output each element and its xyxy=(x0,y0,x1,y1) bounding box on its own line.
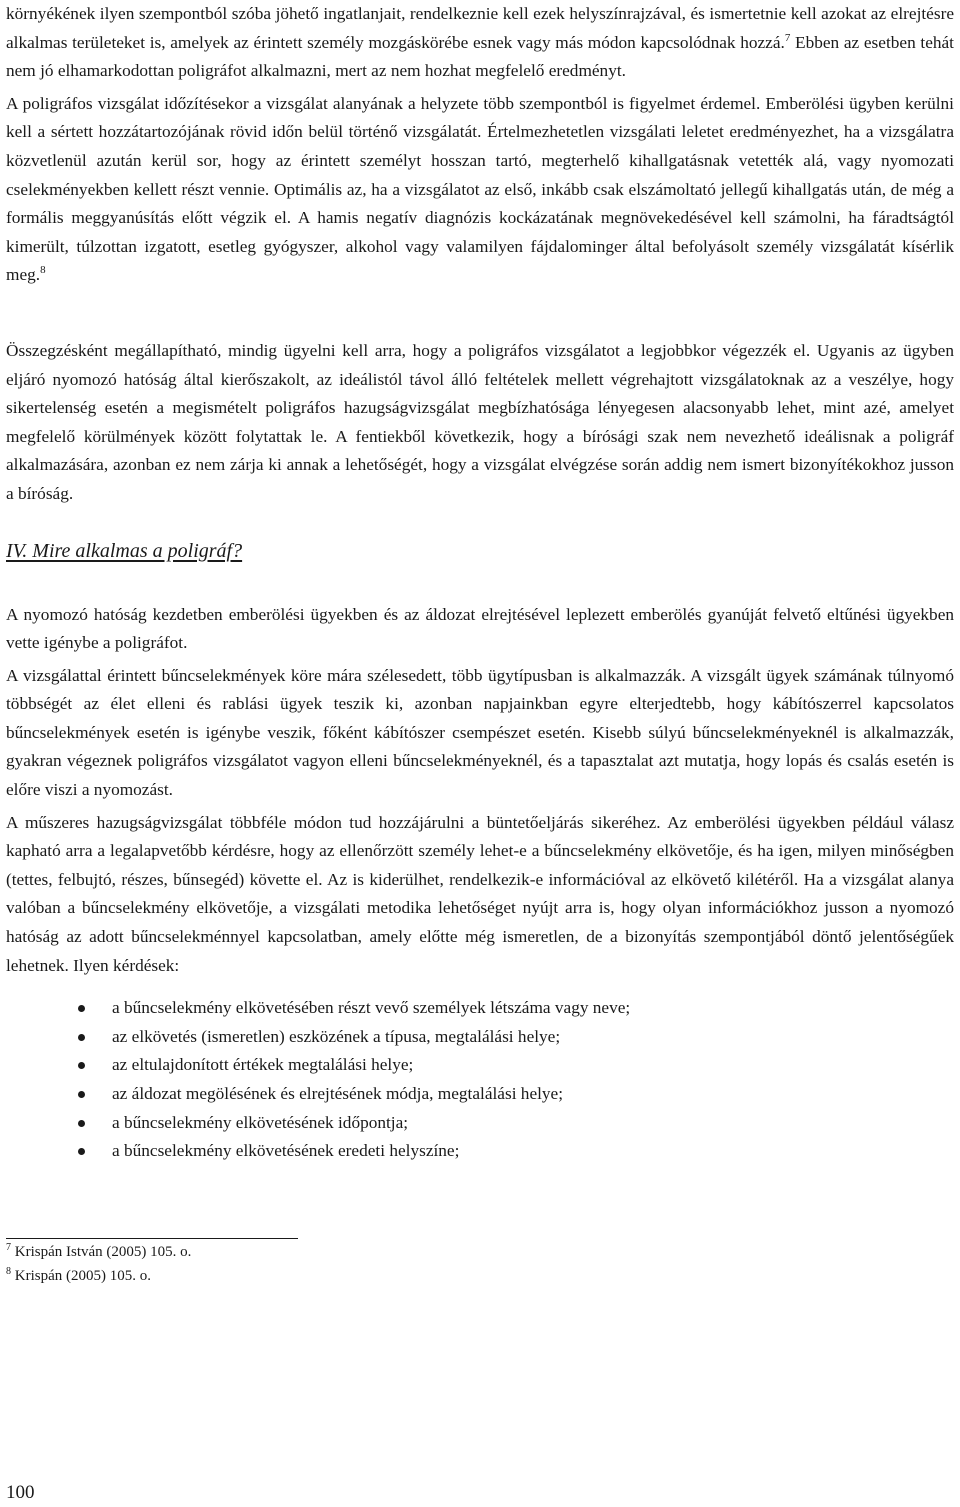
list-item-text: a bűncselekmény elkövetésének időpontja; xyxy=(112,1112,409,1132)
footnote-ref-8[interactable]: 8 xyxy=(40,264,46,277)
list-item-text: az áldozat megölésének és elrejtésének módja, megtalálási helye; xyxy=(112,1084,564,1103)
footnote-divider xyxy=(6,1238,298,1239)
page-number: 100 xyxy=(6,1482,35,1503)
footnote-ref-7[interactable]: 7 xyxy=(784,31,791,44)
body-paragraph-3: Összegzésként megállapítható, mindig ügyelni kell arra, hogy a poligráfos vizsgálatot a legjobbkor végezzék el. Ugyanis az ügyben eljáró nyomozó hatóság által kierőszakolt, az ideálistól távol álló feltételek mellett végrehajtott vizsgálatoknak az a veszélye, hogy sikertelenség esetén a megismételt poligráfos hazugságvizsgálat megbízhatósága lényegesen alacsonyabb lehet, mint azé, amelyet megfelelő körülmények között folytattak le. A fentiekből következik, hogy a bírósági szak nem nevezhető ideálisnak a poligráf alkalmazására, azonban ez nem zárja ki annak a lehetőségét, hogy a vizsgálat elvégzése során addig nem ismert bizonyítékokhoz jusson a bíróság. xyxy=(6,340,954,503)
footnote-text: Krispán (2005) 105. o. xyxy=(11,1267,151,1284)
bullet-icon xyxy=(78,1034,85,1041)
body-paragraph-4: A nyomozó hatóság kezdetben emberölési ügyekben és az áldozat elrejtésével leplezett emberölés gyanúját felvető eltűnési ügyekben vette igénybe a poligráfot. xyxy=(6,604,954,653)
list-item xyxy=(6,994,954,1023)
list-item-text: az elkövetés (ismeretlen) eszközének a típusa, megtalálási helye; xyxy=(112,1026,561,1046)
body-paragraph-1 xyxy=(6,0,954,86)
question-list xyxy=(6,994,954,1166)
document-page xyxy=(6,0,954,1287)
list-item-text: a bűncselekmény elkövetésének eredeti helyszíne; xyxy=(112,1141,460,1161)
list-item-text: az eltulajdonított értékek megtalálási helye; xyxy=(112,1055,414,1075)
body-paragraph-2 xyxy=(6,90,954,290)
bullet-icon xyxy=(78,1062,85,1069)
bullet-icon xyxy=(78,1005,85,1012)
paragraph-text: környékének ilyen szempontból szóba jöhető ingatlanjait, rendelkeznie kell ezek helyszínrajzával, és ismertetnie kell azokat az elrejtésre alkalmas területeket is, amelyek az érintett személy mozgáskörébe esnek vagy más módon kapcsolódnak hozzá. xyxy=(6,4,954,52)
paragraph-text: Ebben az esetben tehát nem jó elhamarkodottan poligráfot alkalmazni, mert az nem hozhat megfelelő eredményt. xyxy=(6,32,954,81)
list-item xyxy=(6,1080,954,1109)
footnote-number: 7 xyxy=(6,1241,11,1253)
section-heading: IV. Mire alkalmas a poligráf? xyxy=(6,539,243,562)
paragraph-text: A poligráfos vizsgálat időzítésekor a vizsgálat alanyának a helyzete több szempontból is figyelmet érdemel. Emberölési ügyben kerülni kell a sértett hozzátartozójának rövid időn belül történő vizsgálatát. Értelmezhetetlen vizsgálati leletet eredményezhet, ha a vizsgálatra közvetlenül azután kerül sor, hogy az érintett személyt hosszan tartó, megterhelő kihallgatásnak vetették alá, vagy nyomozati cselekményekben kellett részt vennie. Optimális az, ha a vizsgálatot az első, inkább csak elszámoltató jellegű kihallgatás után, de még a formális meggyanúsítás előtt végzik el. A hamis negatív diagnózis kockázatának megnövekedésével kell számolni, ha fáradtságtól kimerült, túlzottan izgatott, esetleg gyógyszer, alkohol vagy valamilyen fájdalominger által befolyásolt személy vizsgálatát kísérlik meg. xyxy=(6,93,954,285)
body-paragraph-6: A műszeres hazugságvizsgálat többféle módon tud hozzájárulni a büntetőeljárás sikeréhez. Az emberölési ügyekben például válasz kapható arra a legalapvetőbb kérdésre, hogy az ellenőrzött személy lehet-e a bűncselekmény elkövetője, és ha igen, milyen minőségben (tettes, felbujtó, részes, bűnsegéd) követte el. Az is kiderülhet, rendelkezik-e információval az elkövető kilétéről. Ha a vizsgálat alanya valóban a bűncselekmény elkövetője, a vizsgálati metodika lehetőséget nyújt arra is, hogy olyan információkhoz jusson a nyomozó hatóság az adott bűncselekménnyel kapcsolatban, amely előtte még ismeretlen, de a bizonyítás szempontjából döntő jelentőségűek lehetnek. Ilyen kérdések: xyxy=(6,812,954,975)
footnote-number: 8 xyxy=(6,1265,11,1277)
footnote-8 xyxy=(6,1265,954,1287)
list-item xyxy=(6,1109,954,1138)
bullet-icon xyxy=(78,1091,85,1098)
list-item xyxy=(6,1137,954,1166)
list-item-text: a bűncselekmény elkövetésében részt vevő személyek létszáma vagy neve; xyxy=(112,998,631,1018)
footnote-text: Krispán István (2005) 105. o. xyxy=(11,1243,192,1260)
footnote-7 xyxy=(6,1241,954,1263)
list-item xyxy=(6,1023,954,1052)
body-paragraph-5: A vizsgálattal érintett bűncselekmények köre mára szélesedett, több ügytípusban is alkalmazzák. A vizsgált ügyek számának túlnyomó többségét az élet elleni és rablási ügyek teszik ki, azonban napjainkban egyre elterjedtebb, hogy kábítószerrel kapcsolatos bűncselekmények esetén is igénybe veszik, főként kábítószer csempészet esetén. Kisebb súlyú bűncselekményeknél is alkalmazzák, gyakran végeznek poligráfos vizsgálatot vagyon elleni bűncselekményeknél, és a tapasztalat azt mutatja, hogy lopás és csalás esetén is előre viszi a nyomozást. xyxy=(6,665,954,800)
bullet-icon xyxy=(78,1148,85,1155)
list-item xyxy=(6,1051,954,1080)
bullet-icon xyxy=(78,1120,85,1127)
